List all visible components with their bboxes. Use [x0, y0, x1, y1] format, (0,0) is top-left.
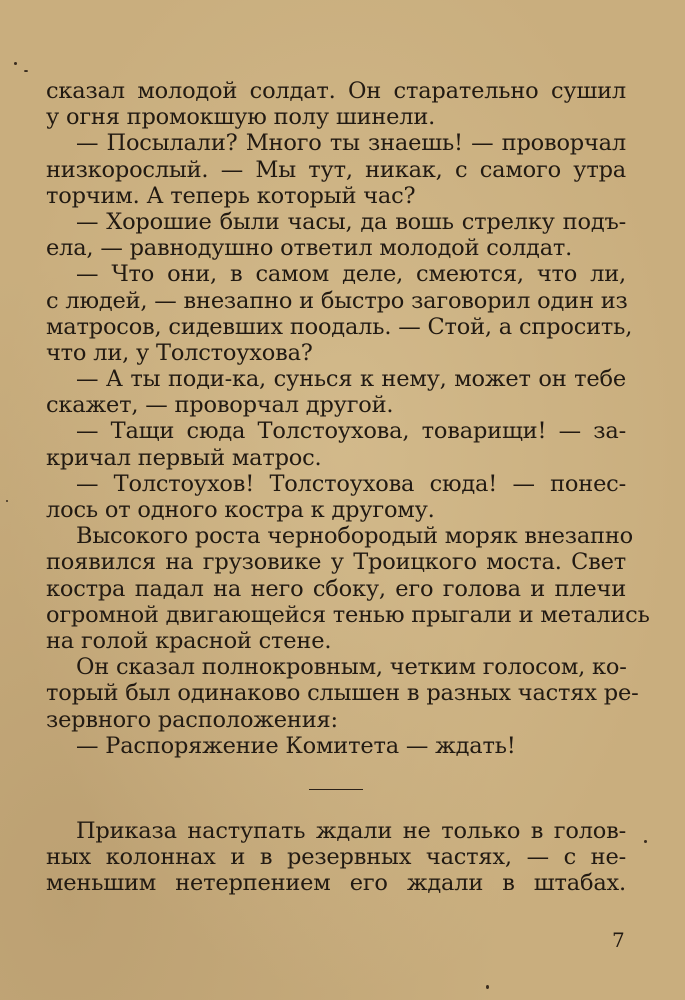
- page-number: 7: [612, 928, 625, 952]
- text-line: торчим. А теперь который час?: [46, 182, 416, 209]
- paper-speck: [486, 985, 489, 989]
- text-line: лось от одного костра к другому.: [46, 497, 435, 523]
- paper-speck: [14, 62, 17, 65]
- text-line: ных колоннах и в резервных частях, — с не-: [46, 844, 626, 871]
- text-line: Приказа наступать ждали не только в голов-: [76, 817, 626, 844]
- text-line: на голой красной стене.: [46, 627, 332, 654]
- text-line: что ли, у Толстоухова?: [46, 339, 313, 366]
- text-line: — Толстоухов! Толстоухова сюда! — понес-: [76, 470, 626, 497]
- text-line: — Что они, в самом деле, смеются, что ли,: [76, 261, 626, 288]
- text-line: зервного расположения:: [46, 706, 338, 733]
- text-line: с людей, — внезапно и быстро заговорил один из: [46, 287, 628, 314]
- text-line: низкорослый. — Мы тут, никак, с самого утра: [46, 156, 626, 183]
- text-line: Высокого роста чернобородый моряк внезапно: [76, 523, 634, 550]
- text-section-2: [46, 818, 626, 897]
- page-body: [46, 78, 650, 897]
- text-line: торый был одинаково слышен в разных частях ре-: [46, 680, 639, 707]
- paper-speck: [24, 70, 28, 72]
- text-line: меньшим нетерпением его ждали в штабах.: [46, 870, 626, 897]
- text-line: Он сказал полнокровным, четким голосом, ко-: [76, 654, 627, 681]
- text-line: огромной двигающейся тенью прыгали и метались: [46, 601, 650, 628]
- section-divider: [309, 789, 363, 790]
- text-line: кричал первый матрос.: [46, 444, 322, 471]
- text-line: сказал молодой солдат. Он старательно сушил: [46, 78, 626, 104]
- text-line: ела, — равнодушно ответил молодой солдат.: [46, 235, 573, 262]
- text-line: — Распоряжение Комитета — ждать!: [76, 732, 516, 759]
- text-line: — А ты поди-ка, сунься к нему, может он тебе: [76, 366, 626, 393]
- text-line: у огня промокшую полу шинели.: [46, 104, 436, 131]
- text-line: скажет, — проворчал другой.: [46, 392, 394, 419]
- text-line: — Посылали? Много ты знаешь! — проворчал: [76, 130, 626, 157]
- text-line: костра падал на него сбоку, его голова и плечи: [46, 575, 626, 602]
- paper-speck: [6, 500, 8, 502]
- text-line: матросов, сидевших поодаль. — Стой, а спросить,: [46, 313, 633, 340]
- text-line: появился на грузовике у Троицкого моста. Свет: [46, 549, 626, 576]
- text-line: — Хорошие были часы, да вошь стрелку подъ-: [76, 208, 626, 235]
- text-line: — Тащи сюда Толстоухова, товарищи! — за-: [76, 418, 626, 445]
- paper-speck: [644, 840, 647, 843]
- text-section-1: [46, 78, 650, 759]
